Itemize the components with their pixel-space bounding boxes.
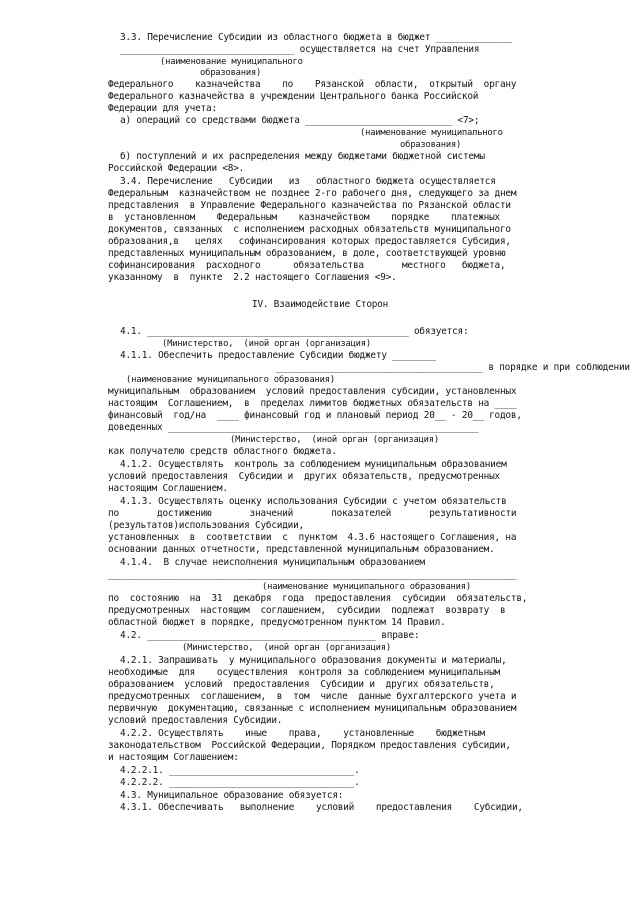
field-caption: (Министерство, (иной орган (организация)	[162, 339, 371, 349]
field-caption: (Министерство, (иной орган (организация)	[230, 435, 439, 445]
text-line: основании данных отчетности, представленной муниципальным образованием.	[108, 544, 495, 555]
text-line: 4.1.3. Осуществлять оценку использования Субсидии с учетом обязательств	[120, 496, 507, 507]
text-line: представленных муниципальным образованием, в доле, соответствующей уровню	[108, 248, 506, 259]
text-line: 3.3. Перечисление Субсидии из областного бюджета в бюджет ______________	[120, 32, 512, 43]
text-line: предусмотренных соглашением, в том числе данные бухгалтерского учета и	[108, 691, 517, 702]
text-line: (результатов)использования Субсидии,	[108, 520, 304, 531]
text-line: софинансирования расходного обязательства местного бюджета,	[108, 260, 506, 271]
text-line: настоящим Соглашением.	[108, 483, 228, 494]
text-line: представления в Управление Федерального казначейства по Рязанской области	[108, 200, 511, 211]
text-line: как получателю средств областного бюджета.	[108, 446, 337, 457]
field-caption: образования)	[400, 140, 462, 150]
text-line: 4.2.2.1. __________________________________.	[120, 765, 360, 776]
text-line: 4.2.2.2. __________________________________.	[120, 777, 360, 788]
text-line: Российской Федерации <8>.	[108, 163, 245, 174]
text-line: ___________________________________________________________________________	[108, 569, 517, 580]
text-line: а) операций со средствами бюджета ___________________________ <7>;	[120, 115, 480, 126]
field-caption: (наименование муниципального образования)	[262, 582, 471, 592]
field-caption: (наименование муниципального	[360, 128, 503, 138]
text-line: ______________________________________ в порядке и при соблюдении	[276, 362, 630, 373]
text-line: муниципальным образованием условий предоставления субсидии, установленных	[108, 386, 517, 397]
text-line: условий предоставления Субсидии и других обязательств, предусмотренных	[108, 471, 500, 482]
text-line: предусмотренных настоящим соглашением, субсидии подлежат возврату в	[108, 605, 506, 616]
text-line: 4.1.2. Осуществлять контроль за соблюдением муниципальным образованием	[120, 459, 507, 470]
text-line: по достижению значений показателей результативности	[108, 508, 517, 519]
text-line: и настоящим Соглашением:	[108, 752, 239, 763]
text-line: законодательством Российской Федерации, Порядком предоставления субсидии,	[108, 740, 511, 751]
text-line: в установленном Федеральным казначейством порядке платежных	[108, 212, 500, 223]
field-caption: (наименование муниципального образования)	[126, 375, 335, 385]
text-line: 4.2. __________________________________________ вправе:	[120, 630, 420, 641]
text-line: Федерального казначейства в учреждении Центрального банка Российской	[108, 91, 479, 102]
text-line: указанному в пункте 2.2 настоящего Соглашения <9>.	[108, 272, 397, 283]
text-line: финансовый год/на ____ финансовый год и плановый период 20__ - 20__ годов,	[108, 410, 522, 421]
text-line: 4.1.4. В случае неисполнения муниципальным образованием	[120, 557, 425, 568]
text-line: 4.1. ________________________________________________ обязуется:	[120, 326, 469, 337]
text-line: 4.3. Муниципальное образование обязуется:	[120, 790, 344, 801]
field-caption: образования)	[200, 68, 262, 78]
text-line: доведенных _________________________________________________________	[108, 422, 479, 433]
text-line: установленных в соответствии с пунктом 4.3.6 настоящего Соглашения, на	[108, 532, 517, 543]
text-line: областной бюджет в порядке, предусмотренном пунктом 14 Правил.	[108, 617, 446, 628]
field-caption: (Министерство, (иной орган (организация)	[182, 643, 391, 653]
text-line: 3.4. Перечисление Субсидии из областного бюджета осуществляется	[120, 176, 496, 187]
text-line: настоящим Соглашением, в пределах лимитов бюджетных обязательств на ____	[108, 398, 517, 409]
text-line: образованием условий предоставления Субсидии и других обязательств,	[108, 679, 495, 690]
text-line: 4.2.1. Запрашивать у муниципального образования документы и материалы,	[120, 655, 507, 666]
text-line: 4.3.1. Обеспечивать выполнение условий предоставления Субсидии,	[120, 802, 523, 813]
text-line: необходимые для осуществления контроля за соблюдением муниципальным	[108, 667, 500, 678]
text-line: Федеральным казначейством не позднее 2-го рабочего дня, следующего за днем	[108, 188, 517, 199]
field-caption: (наименование муниципального	[160, 57, 303, 67]
text-line: образования,в целях софинансирования которых предоставляется Субсидия,	[108, 236, 511, 247]
text-line: Федерального казначейства по Рязанской области, открытый органу	[108, 79, 517, 90]
text-line: документов, связанных с исполнением расходных обязательств муниципального	[108, 224, 511, 235]
text-line: Федерации для учета:	[108, 103, 217, 114]
text-line: по состоянию на 31 декабря года предоставления субсидии обязательств,	[108, 593, 528, 604]
section-heading: IV. Взаимодействие Сторон	[252, 299, 389, 310]
text-line: условий предоставления Субсидии.	[108, 715, 283, 726]
text-line: б) поступлений и их распределения между бюджетами бюджетной системы	[120, 151, 485, 162]
text-line: первичную документацию, связанные с исполнением муниципальным образованием	[108, 703, 517, 714]
text-line: 4.2.2. Осуществлять иные права, установленные бюджетным	[120, 728, 485, 739]
text-line: 4.1.1. Обеспечить предоставление Субсидии бюджету ________	[120, 350, 436, 361]
text-line: ________________________________ осуществляется на счет Управления	[120, 44, 480, 55]
